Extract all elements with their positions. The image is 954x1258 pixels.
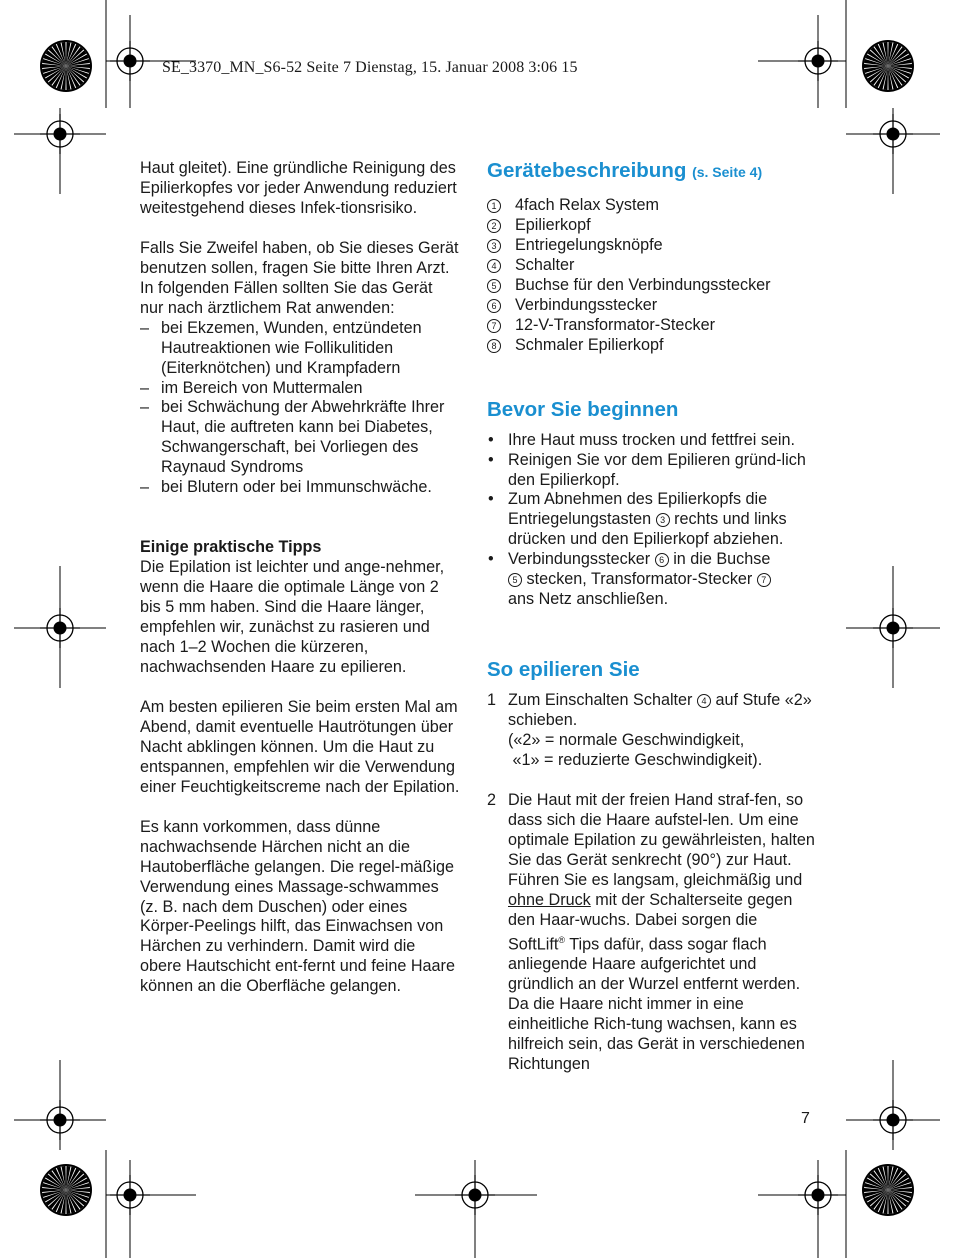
circled-number: 5 xyxy=(508,573,522,587)
legend-item: 1 4fach Relax System xyxy=(487,196,817,216)
spacer xyxy=(487,771,817,791)
page-number: 7 xyxy=(801,1110,810,1127)
circled-number: 3 xyxy=(487,239,501,253)
list-item: • Verbindungsstecker 6 in die Buchse 5 stecken, Transformator-Stecker 7 ans Netz anschließen. xyxy=(488,550,771,609)
paragraph: Haut gleitet). Eine gründliche Reinigung des Epilierkopfes vor jeder Anwendung reduziert weitestgehend dieses Infek-tionsrisiko. xyxy=(140,159,457,217)
legend-item: 7 12-V-Transformator-Stecker xyxy=(487,316,817,336)
circled-number: 2 xyxy=(487,219,501,233)
before-start-list xyxy=(487,431,817,611)
bullet-mark: • xyxy=(488,430,494,449)
step-number: 1 xyxy=(487,691,497,710)
step-number: 2 xyxy=(487,791,497,810)
list-item: – bei Blutern oder bei Immunschwäche. xyxy=(140,478,432,497)
bullet-mark: • xyxy=(488,490,494,509)
dash-mark: – xyxy=(140,478,150,497)
circled-number: 1 xyxy=(487,199,501,213)
left-column xyxy=(140,159,460,997)
list-item: • Reinigen Sie vor dem Epilieren gründ-lich den Epilierkopf. xyxy=(488,450,806,489)
circled-number: 3 xyxy=(656,513,670,527)
list-item: • Ihre Haut muss trocken und fettfrei sein. xyxy=(488,430,796,449)
dash-mark: – xyxy=(140,378,150,397)
instruction-steps xyxy=(487,691,817,1075)
paragraph: Die Epilation ist leichter und ange-nehmer, wenn die Haare die optimale Länge von 2 bis 5 mm haben. Sind die Haare länger, empfehlen wir, zunächst zu rasieren und nach 1–2 Wochen die kürzeren, nachwachsenden Haare zu epilieren. xyxy=(140,558,445,676)
underlined-text: ohne Druck xyxy=(508,890,591,909)
list-item: – bei Ekzemen, Wunden, entzündeten Hautreaktionen wie Follikulitiden (Eiterknötchen) und Krampfadern xyxy=(140,318,422,377)
circled-number: 6 xyxy=(487,299,501,313)
bullet-mark: • xyxy=(488,450,494,469)
legend-item: 6 Verbindungsstecker xyxy=(487,296,817,316)
paragraph: Es kann vorkommen, dass dünne nachwachsende Härchen nicht an die Hautoberfläche gelangen. Die regel-mäßige Verwendung eines Massage-schwammes (z. B. nach dem Duschen) oder eines Körper-Peelings hilft, das Einwachsen von Härchen zu verhindern. Damit wird die obere Hautschicht ent-fernt und feine Haare können an die Oberfläche gelangen. xyxy=(140,817,455,996)
circled-number: 7 xyxy=(487,319,501,333)
list-item: – bei Schwächung der Abwehrkräfte Ihrer Haut, die auftreten kann bei Diabetes, Schwangerschaft, bei Vorliegen des Raynaud Syndroms xyxy=(140,398,445,477)
legend-item: 2 Epilierkopf xyxy=(487,216,817,236)
legend-item: 5 Buchse für den Verbindungsstecker xyxy=(487,276,817,296)
legend-item: 3 Entriegelungsknöpfe xyxy=(487,236,817,256)
paragraph: Am besten epilieren Sie beim ersten Mal am Abend, damit eventuelle Hautrötungen über Nacht abklingen können. Um die Haut zu entspannen, empfehlen wir die Verwendung einer Feuchtigkeitscreme nach der Epilation. xyxy=(140,697,460,796)
bullet-mark: • xyxy=(488,550,494,569)
registered-mark: ® xyxy=(558,934,566,945)
circled-number: 7 xyxy=(757,573,771,587)
parts-legend xyxy=(487,196,817,356)
step-item: 1 Zum Einschalten Schalter 4 auf Stufe «2» schieben. («2» = normale Geschwindigkeit, «1» = reduzierte Geschwindigkeit). xyxy=(487,691,812,770)
paragraph: Falls Sie Zweifel haben, ob Sie dieses Gerät benutzen sollen, fragen Sie bitte Ihren Arzt. In folgenden Fällen sollten Sie das Gerät nur nach ärztlichem Rat anwenden: xyxy=(140,238,459,317)
section-heading-bevor: Bevor Sie beginnen xyxy=(487,397,679,421)
circled-number: 4 xyxy=(487,259,501,273)
legend-item: 4 Schalter xyxy=(487,256,817,276)
tips-heading: Einige praktische Tipps xyxy=(140,538,322,557)
right-column xyxy=(487,159,817,1075)
list-item: – im Bereich von Muttermalen xyxy=(140,378,363,397)
section-heading-so-epilieren: So epilieren Sie xyxy=(487,658,640,682)
section-heading-geraetebeschreibung: Gerätebeschreibung (s. Seite 4) xyxy=(487,159,763,182)
list-item: • Zum Abnehmen des Epilierkopfs die Entriegelungstasten 3 rechts und links drücken und den Epilierkopf abziehen. xyxy=(488,490,787,549)
step-item: 2 Die Haut mit der freien Hand straf-fen, so dass sich die Haare aufstel-len. Um eine optimale Epilation zu gewährleisten, halten Sie das Gerät senkrecht (90°) zur Haut. Führen Sie es langsam, gleichmäßig und ohne Druck mit der Schalterseite gegen den Haar-wuchs. Dabei sorgen die SoftLift® Tips dafür, dass sogar flach anliegende Haare aufgerichtet und gründlich an der Wurzel entfernt werden. Da die Haare nicht immer in eine einheitliche Rich-tung wachsen, kann es hilfreich sein, das Gerät in verschiedenen Richtungen xyxy=(487,791,815,1073)
dash-mark: – xyxy=(140,318,150,337)
circled-number: 5 xyxy=(487,279,501,293)
circled-number: 6 xyxy=(655,553,669,567)
legend-item: 8 Schmaler Epilierkopf xyxy=(487,336,817,356)
contraindication-list xyxy=(140,319,460,499)
print-slug: SE_3370_MN_S6-52 Seite 7 Dienstag, 15. Januar 2008 3:06 15 xyxy=(162,59,578,76)
circled-number: 8 xyxy=(487,339,501,353)
dash-mark: – xyxy=(140,398,150,417)
page-reference: (s. Seite 4) xyxy=(692,164,763,180)
circled-number: 4 xyxy=(697,694,711,708)
